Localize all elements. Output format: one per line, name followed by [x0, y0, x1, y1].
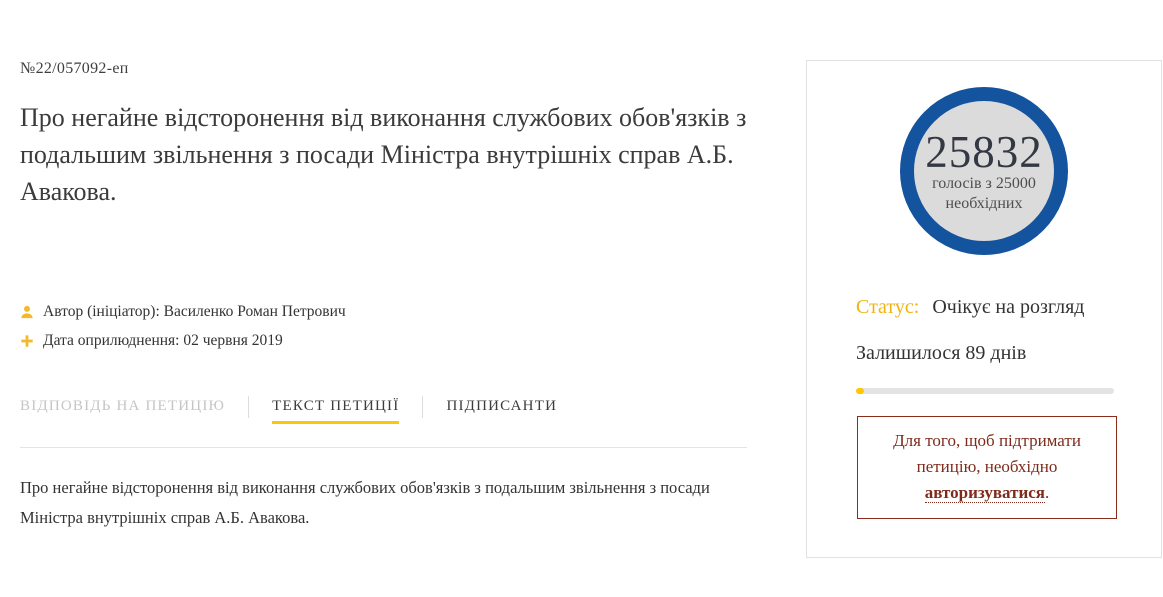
status-row [856, 296, 1084, 319]
vote-counter-circle [900, 87, 1068, 255]
vote-sidebar-card [806, 60, 1162, 558]
content-divider [20, 447, 747, 448]
vote-caption-line1: голосів з 25000 [932, 175, 1036, 192]
petition-progress-bar [856, 388, 1114, 394]
author-line: Автор (ініціатор): Василенко Роман Петрович [43, 303, 346, 320]
status-value: Очікує на розгляд [932, 296, 1085, 318]
tab-petition-answer[interactable]: ВІДПОВІДЬ НА ПЕТИЦІЮ [20, 398, 226, 414]
plus-icon [20, 334, 34, 348]
auth-note-period: . [1045, 483, 1050, 502]
tab-signers[interactable]: ПІДПИСАНТИ [446, 398, 558, 414]
vote-caption [932, 174, 1036, 214]
vote-count: 25832 [925, 127, 1043, 177]
tab-separator [248, 396, 249, 418]
status-label: Статус: [856, 296, 920, 318]
person-icon [20, 305, 34, 319]
vote-caption-line2: необхідних [945, 195, 1023, 212]
petition-body-text: Про негайне відсторонення від виконання службових обов'язків з подальшим звільнення з посади Міністра внутрішніх справ А.Б. Авакова. [20, 478, 710, 527]
petition-meta [20, 303, 346, 361]
days-remaining: Залишилося 89 днів [856, 342, 1027, 364]
auth-required-note [857, 416, 1117, 519]
petition-tabs [20, 398, 557, 424]
auth-note-text: Для того, щоб підтримати петицію, необхідно [893, 431, 1081, 476]
petition-number: №22/057092-еп [20, 60, 129, 77]
tab-separator [422, 396, 423, 418]
tab-petition-text[interactable]: ТЕКСТ ПЕТИЦІЇ [272, 398, 399, 424]
authorize-link[interactable]: авторизуватися [924, 483, 1045, 502]
publish-date-line: Дата оприлюднення: 02 червня 2019 [43, 332, 283, 349]
publish-date-row [20, 332, 346, 350]
author-row [20, 303, 346, 321]
petition-progress-fill [856, 388, 864, 394]
petition-title: Про негайне відсторонення від виконання службових обов'язків з подальшим звільнення з посади Міністра внутрішніх справ А.Б. Авакова. [20, 103, 747, 206]
